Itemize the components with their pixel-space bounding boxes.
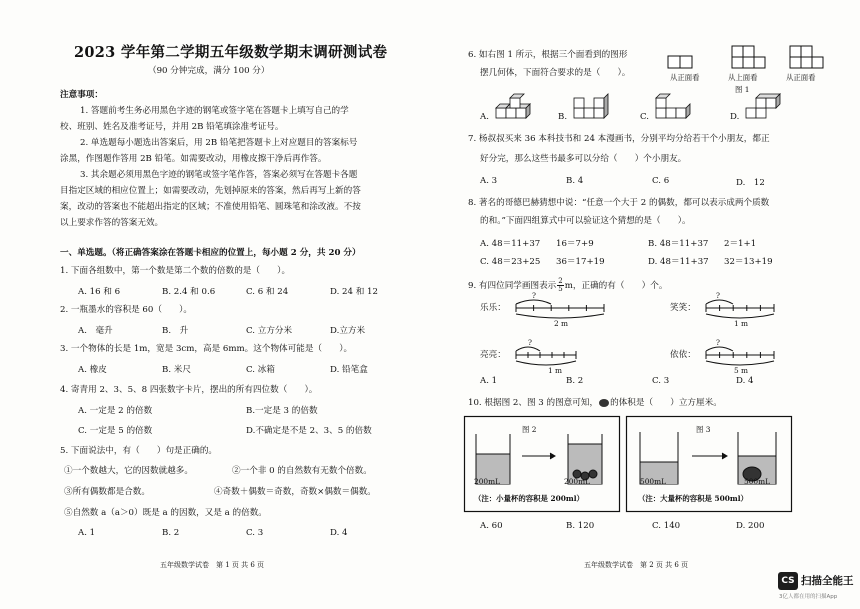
q8-option-a-second: 16＝7+9 <box>556 239 594 249</box>
beaker-volume-label: 200mL <box>564 477 591 486</box>
q6-option-b-cubes[interactable] <box>572 96 622 126</box>
q3-option-c[interactable]: C. 冰箱 <box>246 365 275 375</box>
question-9-stem: 9. 有四位同学画图表示 $\frac{2}{5}$ m，正确的有（ ）个。 <box>468 277 668 293</box>
question-2-stem: 2. 一瓶墨水的容积是 60（ ）。 <box>60 305 193 315</box>
q2-option-a[interactable]: A. 毫升 <box>78 326 113 336</box>
q6-option-d[interactable]: D. <box>730 112 740 122</box>
watermark-brand: 扫描全能王 <box>801 575 854 587</box>
question-mark: ? <box>716 291 720 300</box>
figure-2-label: 图 2 <box>522 425 537 434</box>
length-label: 1 m <box>548 366 563 375</box>
q10-option-c[interactable]: C. 140 <box>652 521 681 531</box>
notes-line: 以上要求作答的答案无效。 <box>60 218 164 228</box>
notes-line: 2. 单选题每小题选出答案后，用 2B 铅笔把答题卡上对应题目的答案标号 <box>80 138 358 148</box>
q6-option-a-cubes[interactable] <box>494 96 544 126</box>
beaker-volume-label: 200mL <box>474 477 501 486</box>
notes-line: 3. 其余题必须用黑色字迹的钢笔或签字笔作答，答案必须写在答题卡各题 <box>80 170 358 180</box>
q4-option-a[interactable]: A. 一定是 2 的倍数 <box>78 406 153 416</box>
figure-2-note: （注：小量杯的容积是 200ml） <box>474 494 584 503</box>
question-3-stem: 3. 一个物体的长是 1m，宽是 3cm，高是 6mm。这个物体可能是（ ）。 <box>60 344 353 354</box>
q6-option-c-cubes[interactable] <box>654 96 704 126</box>
beaker-volume-label: 500mL <box>744 477 771 486</box>
view-label-right: 从正面看 <box>786 73 816 82</box>
q3-option-b[interactable]: B. 米尺 <box>162 365 191 375</box>
q5-option-a[interactable]: A. 1 <box>78 528 96 538</box>
q7-option-d[interactable]: D. 12 <box>736 178 765 188</box>
figure-3-label: 图 3 <box>696 425 711 434</box>
question-4-stem: 4. 寄青用 2、3、5、8 四张数字卡片，摆出的所有四位数（ ）。 <box>60 385 318 395</box>
q6-option-b[interactable]: B. <box>558 112 568 122</box>
q8-option-d[interactable]: D. 48＝11+37 <box>648 257 709 267</box>
q3-option-a[interactable]: A. 橡皮 <box>78 365 107 375</box>
question-7-stem: 7. 杨叔叔买来 36 本科技书和 24 本漫画书，分别平均分给若干个小朋友，都正 <box>468 134 770 144</box>
page-footer: 五年级数学试卷 第 2 页 共 6 页 <box>584 561 689 569</box>
camscanner-logo-icon: CS <box>778 572 798 590</box>
question-6-stem: 摆几何体，下面符合要求的是（ ）。 <box>480 68 631 78</box>
q5-statement: ③所有偶数都是合数。 <box>64 487 150 497</box>
student-name: 亮亮： <box>480 350 506 360</box>
student-name: 笑笑： <box>670 303 696 313</box>
q10-option-a[interactable]: A. 60 <box>480 521 503 531</box>
notes-line: 案，改动的答案也不能超出指定的区域；不准使用铅笔、圆珠笔和涂改液。不按 <box>60 202 361 212</box>
question-1-stem: 1. 下面各组数中，第一个数是第二个数的倍数的是（ ）。 <box>60 266 291 276</box>
q9-option-c[interactable]: C. 3 <box>652 376 670 386</box>
question-mark: ? <box>528 338 532 347</box>
exam-title: 2023 学年第二学期五年级数学期末调研测试卷 <box>74 44 388 61</box>
q5-statement: ②一个非 0 的自然数有无数个倍数。 <box>232 466 372 476</box>
beaker-volume-label: 500mL <box>640 477 667 486</box>
notes-line: 1. 答题前考生务必用黑色字迹的钢笔或签字笔在答题卡上填写自己的学 <box>80 106 349 116</box>
q8-option-b[interactable]: B. 48＝11+37 <box>648 239 709 249</box>
q1-option-c[interactable]: C. 6 和 24 <box>246 287 289 297</box>
q5-option-b[interactable]: B. 2 <box>162 528 180 538</box>
q8-option-b-second: 2＝1+1 <box>724 239 757 249</box>
q8-option-d-second: 32＝13+19 <box>724 257 773 267</box>
length-label: 1 m <box>734 319 749 328</box>
q9-option-d[interactable]: D. 4 <box>736 376 754 386</box>
q9-option-a[interactable]: A. 1 <box>480 376 498 386</box>
q4-option-c[interactable]: C. 一定是 5 的倍数 <box>78 426 153 436</box>
q2-option-c[interactable]: C. 立方分米 <box>246 326 293 336</box>
q1-option-d[interactable]: D. 24 和 12 <box>330 287 378 297</box>
page-2 <box>430 0 860 609</box>
question-8-stem: 8. 著名的哥德巴赫猜想中说：“任意一个大于 2 的偶数，都可以表示成两个质数 <box>468 198 770 208</box>
q8-option-c[interactable]: C. 48＝23+25 <box>480 257 541 267</box>
question-10-stem: 10. 根据图 2、图 3 的图意可知， 的体积是（ ）立方厘米。 <box>468 398 722 408</box>
q1-option-a[interactable]: A. 16 和 6 <box>78 287 121 297</box>
question-mark: ? <box>716 338 720 347</box>
q8-option-a[interactable]: A. 48＝11+37 <box>480 239 541 249</box>
figure-1-caption: 图 1 <box>735 85 750 94</box>
q10-option-b[interactable]: B. 120 <box>566 521 595 531</box>
fraction-two-fifths: $\frac{2}{5}$ <box>558 277 563 293</box>
q6-option-c[interactable]: C. <box>640 112 650 122</box>
q4-option-d[interactable]: D.不确定是不是 2、3、5 的倍数 <box>246 426 372 436</box>
q2-option-d[interactable]: D.立方米 <box>330 326 366 336</box>
stone-icon <box>599 399 609 407</box>
question-6-stem: 6. 如右图 1 所示，根据三个面看到的图形 <box>468 50 628 60</box>
q5-statement: ①一个数越大，它的因数就越多。 <box>64 466 193 476</box>
question-5-stem: 5. 下面说法中，有（ ）句是正确的。 <box>60 446 218 456</box>
q4-option-b[interactable]: B.一定是 3 的倍数 <box>246 406 318 416</box>
q8-option-c-second: 36＝17+19 <box>556 257 605 267</box>
view-label-front: 从正面看 <box>670 73 700 82</box>
q5-statement: ④奇数＋偶数＝奇数，奇数×偶数＝偶数。 <box>214 487 376 497</box>
notes-heading: 注意事项： <box>60 90 103 100</box>
length-label: 2 m <box>554 319 569 328</box>
q5-option-d[interactable]: D. 4 <box>330 528 348 538</box>
student-name: 依依： <box>670 350 696 360</box>
length-label: 5 m <box>734 366 749 375</box>
q1-option-b[interactable]: B. 2.4 和 0.6 <box>162 287 216 297</box>
exam-subtitle: （90 分钟完成，满分 100 分） <box>148 66 270 76</box>
q7-option-c[interactable]: C. 6 <box>652 176 670 186</box>
q10-option-d[interactable]: D. 200 <box>736 521 765 531</box>
q7-option-b[interactable]: B. 4 <box>566 176 584 186</box>
q2-option-b[interactable]: B. 升 <box>162 326 189 336</box>
q5-statement: ⑤自然数 a（a＞0）既是 a 的因数，又是 a 的倍数。 <box>64 508 267 518</box>
notes-line: 目指定区域的相应位置上；如需要改动，先划掉原来的答案，然后再写上新的答 <box>60 186 361 196</box>
question-mark: ? <box>532 291 536 300</box>
q5-option-c[interactable]: C. 3 <box>246 528 264 538</box>
q6-option-a[interactable]: A. <box>480 112 489 122</box>
q6-option-d-cubes[interactable] <box>744 96 794 126</box>
figure-3-note: （注：大量杯的容积是 500ml） <box>638 494 748 503</box>
notes-line: 涂黑，作图题作答用 2B 铅笔。如需要改动，用橡皮擦干净后再作答。 <box>60 154 327 164</box>
notes-line: 校、班别、姓名及准考证号，并用 2B 铅笔填涂准考证号。 <box>60 122 284 132</box>
q9-option-b[interactable]: B. 2 <box>566 376 584 386</box>
watermark-tagline: 3亿人都在用的扫描App <box>779 594 838 600</box>
question-8-stem: 的和。”下面四组算式中可以验证这个猜想的是（ ）。 <box>480 216 691 226</box>
q3-option-d[interactable]: D. 铅笔盒 <box>330 365 368 375</box>
student-name: 乐乐： <box>480 303 506 313</box>
q7-option-a[interactable]: A. 3 <box>480 176 498 186</box>
question-7-stem: 好分完，那么这些书最多可以分给（ ）个小朋友。 <box>480 154 687 164</box>
page-footer: 五年级数学试卷 第 1 页 共 6 页 <box>160 561 265 569</box>
section-heading: 一、单选题。（将正确答案涂在答题卡相应的位置上，每小题 2 分，共 20 分） <box>60 248 361 258</box>
view-label-top: 从上面看 <box>728 73 758 82</box>
